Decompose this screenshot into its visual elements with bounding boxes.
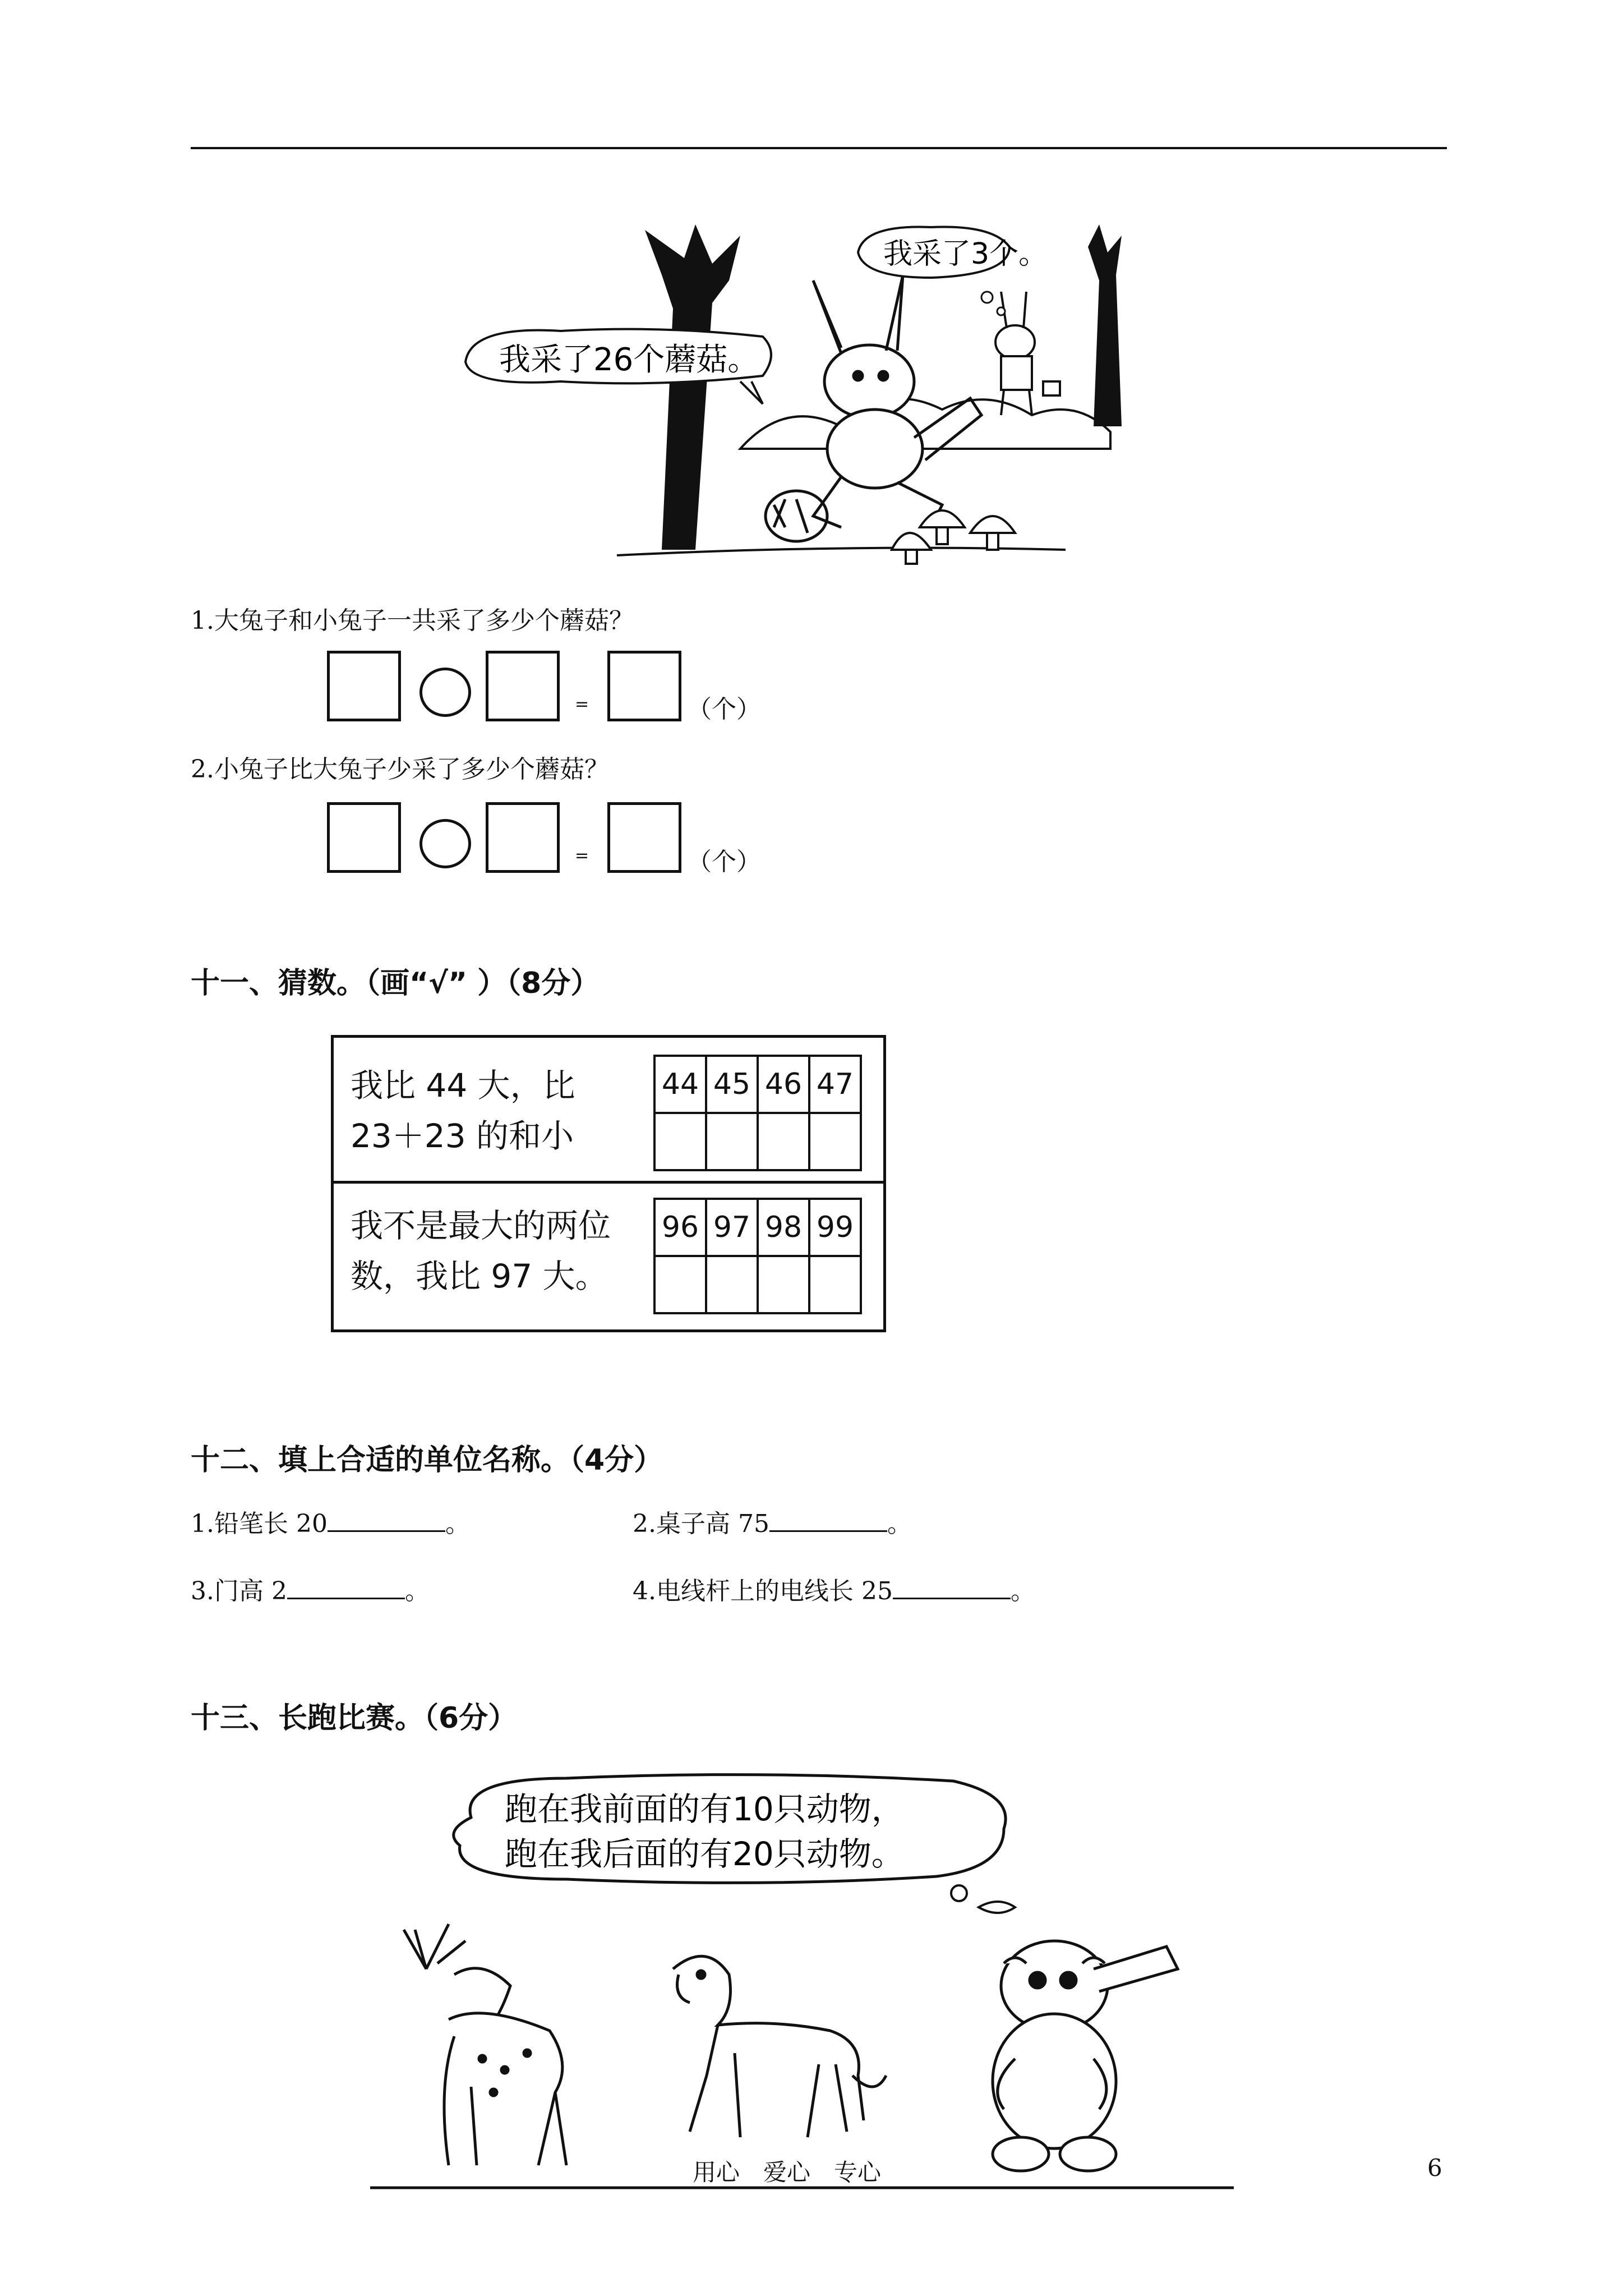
race-rabbit [993,1941,1178,2171]
unit-item-2-blank[interactable] [769,1508,887,1532]
unit-item-1-text: 1.铅笔长 20 [191,1510,328,1538]
guess-row-1-text [351,1060,575,1161]
q2-answer-box-1[interactable] [327,802,401,873]
q2-answer-box-2[interactable] [486,802,560,873]
race-bubble-line-2: 跑在我后面的有20只动物。 [505,1835,904,1873]
big-rabbit [766,275,981,541]
bubble-small-text: 我采了3个。 [883,237,1048,271]
question-1-label: 1.大兔子和小兔子一共采了多少个蘑菇？ [191,606,634,635]
q2-equals: = [575,846,589,866]
unit-item-3-blank[interactable] [287,1575,405,1599]
number-cell: 98 [758,1199,809,1256]
footer-motto: 用心 爱心 专心 [693,2159,882,2186]
number-cell: 44 [654,1056,706,1113]
unit-item-4-text: 4.电线杆上的电线长 25 [633,1577,893,1605]
number-cell: 99 [809,1199,861,1256]
section-11-title: 十一、猜数。（画“√” ）（8分） [191,967,600,1000]
number-cell: 96 [654,1199,706,1256]
header-rule [191,147,1447,149]
q2-operator-circle[interactable] [419,819,471,868]
guess-row-2-grid [653,1198,862,1314]
check-cell[interactable] [706,1113,758,1170]
unit-item-3 [191,1571,430,1607]
deer [404,1924,566,2165]
unit-item-4 [633,1571,1035,1607]
q1-answer-box-1[interactable] [327,651,401,721]
q1-equals: = [575,694,589,714]
unit-item-2-suffix: 。 [887,1510,912,1538]
number-cell: 97 [706,1199,758,1256]
section-13-title: 十三、长跑比赛。（6分） [191,1701,518,1735]
unit-item-1-blank[interactable] [328,1508,445,1532]
guess-row-2-text [351,1200,611,1301]
unit-item-1-suffix: 。 [445,1510,470,1538]
q1-unit: （个） [687,695,761,724]
check-cell[interactable] [758,1113,809,1170]
horse [673,1956,886,2137]
guess-row-1-line-2: 23＋23 的和小 [351,1117,574,1155]
number-cell: 45 [706,1056,758,1113]
page-number: 6 [1427,2154,1442,2182]
guess-row-2-line-1: 我不是最大的两位 [351,1207,611,1245]
guess-number-table [331,1035,886,1332]
guess-row-1-line-1: 我比 44 大，比 [351,1066,575,1105]
unit-item-3-suffix: 。 [404,1577,430,1605]
number-cell: 47 [809,1056,861,1113]
question-2-label: 2.小兔子比大兔子少采了多少个蘑菇？ [191,755,609,784]
rabbits-mushroom-illustration [449,213,1189,572]
unit-item-4-suffix: 。 [1010,1577,1035,1605]
unit-item-3-text: 3.门高 2 [191,1577,287,1605]
q1-answer-box-3[interactable] [607,651,681,721]
bubble-big-text: 我采了26个蘑菇。 [499,342,759,378]
mushrooms [892,510,1015,564]
unit-item-2 [633,1503,912,1539]
unit-item-4-blank[interactable] [893,1575,1011,1599]
guess-row-1-grid [653,1055,862,1171]
check-cell[interactable] [706,1256,758,1313]
number-cell: 46 [758,1056,809,1113]
unit-item-1 [191,1503,470,1539]
check-cell[interactable] [809,1113,861,1170]
q1-answer-box-2[interactable] [486,651,560,721]
check-cell[interactable] [654,1256,706,1313]
q1-operator-circle[interactable] [419,668,471,717]
guess-row-2-line-2: 数，我比 97 大。 [351,1257,608,1295]
check-cell[interactable] [809,1256,861,1313]
check-cell[interactable] [758,1256,809,1313]
section-12-title: 十二、填上合适的单位名称。（4分） [191,1443,663,1477]
q2-answer-box-3[interactable] [607,802,681,873]
race-bubble-line-1: 跑在我前面的有10只动物， [505,1790,904,1828]
q2-unit: （个） [687,848,761,876]
check-cell[interactable] [654,1113,706,1170]
table-divider [334,1181,883,1184]
unit-item-2-text: 2.桌子高 75 [633,1510,769,1538]
